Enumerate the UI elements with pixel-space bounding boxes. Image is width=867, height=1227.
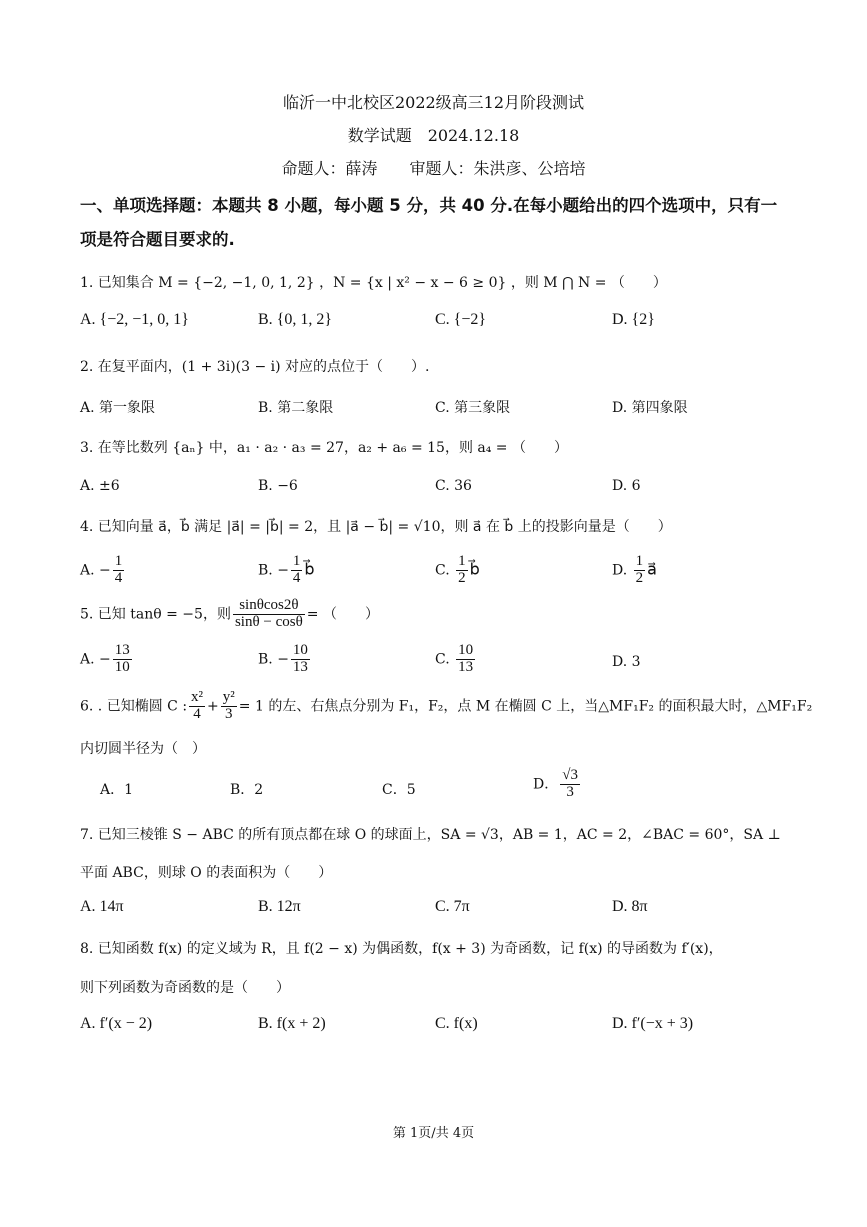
q4-option-b bbox=[258, 554, 315, 587]
q5-text-post: = （ ） bbox=[306, 606, 379, 623]
q5-text-pre: 5. 已知 tanθ = −5，则 bbox=[80, 606, 231, 623]
q7-option-a: A. 14π bbox=[80, 898, 124, 915]
question-5-text bbox=[80, 598, 379, 631]
q4-option-a-label: A. − bbox=[80, 562, 111, 579]
fraction-numerator: 13 bbox=[114, 642, 130, 658]
q6-option-a: A．1 bbox=[100, 782, 134, 798]
q1-option-b: B. {0, 1, 2} bbox=[258, 311, 333, 328]
exam-subtitle: 数学试题 2024.12.18 bbox=[347, 126, 520, 145]
q5-option-a-label: A. − bbox=[80, 651, 111, 668]
q4-option-c-label: C. bbox=[435, 562, 455, 579]
q3-option-d: D. 6 bbox=[612, 478, 641, 494]
fraction-numerator: 10 bbox=[292, 642, 308, 658]
q4-option-b-suffix: b⃗ bbox=[304, 561, 315, 579]
question-6-line2: 内切圆半径为（ ） bbox=[80, 741, 206, 757]
q4-option-a-fraction bbox=[113, 554, 125, 587]
fraction-numerator: 1 bbox=[292, 553, 301, 569]
question-7-line2: 平面 ABC，则球 O 的表面积为（ ） bbox=[80, 865, 333, 881]
question-6-text bbox=[80, 690, 812, 723]
q5-option-d: D. 3 bbox=[612, 654, 641, 670]
q4-option-d-suffix: a⃗ bbox=[647, 561, 657, 579]
fraction-numerator: 1 bbox=[635, 553, 644, 569]
fraction-numerator: 1 bbox=[458, 553, 466, 569]
fraction-denominator: 13 bbox=[292, 658, 308, 675]
q5-option-a-fraction bbox=[113, 643, 132, 676]
question-7-line1: 7. 已知三棱锥 S − ABC 的所有顶点都在球 O 的球面上，SA = √3，AB = 1，AC = 2，∠BAC = 60°，SA ⊥ bbox=[80, 827, 781, 843]
q6-text-post: = 1 的左、右焦点分别为 F₁，F₂，点 M 在椭圆 C 上，当△MF₁F₂ 的面积最大时，△MF₁F₂ bbox=[238, 698, 813, 715]
q4-option-d bbox=[612, 554, 657, 587]
fraction-denominator: 4 bbox=[292, 569, 301, 586]
fraction-denominator: 13 bbox=[458, 658, 474, 675]
exam-authors: 命题人：薛涛 审题人：朱洪彦、公培培 bbox=[281, 159, 586, 178]
page-number: 第 1页/共 4页 bbox=[392, 1126, 475, 1141]
question-4-text: 4. 已知向量 a⃗，b⃗ 满足 |a⃗| = |b⃗| = 2，且 |a⃗ − b⃗| = √10，则 a⃗ 在 b⃗ 上的投影向量是（ ） bbox=[80, 519, 672, 535]
q7-option-d: D. 8π bbox=[612, 898, 648, 915]
q4-option-b-fraction bbox=[291, 554, 303, 587]
q1-option-c: C. {−2} bbox=[435, 311, 487, 328]
fraction-denominator: 4 bbox=[114, 569, 123, 586]
q4-option-c-fraction bbox=[456, 554, 468, 587]
q5-option-c-fraction bbox=[456, 643, 475, 676]
fraction-denominator: 2 bbox=[635, 569, 644, 586]
q8-option-c: C. f(x) bbox=[435, 1015, 478, 1032]
question-2-text: 2. 在复平面内，(1 + 3i)(3 − i) 对应的点位于（ ）. bbox=[80, 359, 430, 375]
q8-option-a: A. f′(x − 2) bbox=[80, 1015, 153, 1032]
q1-option-a: A. {−2, −1, 0, 1} bbox=[80, 311, 189, 328]
q6-option-d-label: D． bbox=[533, 776, 559, 793]
q6-fraction-y bbox=[221, 690, 237, 723]
q5-option-b-label: B. − bbox=[258, 651, 289, 668]
q2-option-b: B. 第二象限 bbox=[258, 400, 334, 416]
q6-option-c: C．5 bbox=[382, 782, 416, 798]
fraction-numerator: 10 bbox=[458, 642, 474, 658]
exam-title: 临沂一中北校区2022级高三12月阶段测试 bbox=[282, 93, 585, 112]
q3-option-a: A. ±6 bbox=[80, 478, 120, 494]
q3-option-c: C. 36 bbox=[435, 478, 472, 494]
q6-option-b: B．2 bbox=[230, 782, 264, 798]
fraction-numerator: sinθcos2θ bbox=[239, 597, 299, 613]
fraction-numerator: 1 bbox=[114, 553, 123, 569]
question-8-line1: 8. 已知函数 f(x) 的定义域为 R，且 f(2 − x) 为偶函数，f(x + 3) 为奇函数，记 f(x) 的导函数为 f′(x)， bbox=[80, 941, 723, 957]
q4-option-d-fraction bbox=[634, 554, 646, 587]
fraction-denominator: 3 bbox=[560, 784, 580, 801]
q2-option-a: A. 第一象限 bbox=[80, 400, 156, 416]
fraction-denominator: sinθ − cosθ bbox=[234, 613, 303, 630]
q6-option-d-fraction bbox=[560, 768, 580, 801]
fraction-denominator: 10 bbox=[114, 658, 130, 675]
fraction-denominator: 2 bbox=[458, 569, 466, 586]
q5-fraction bbox=[233, 598, 305, 631]
q5-option-b-fraction bbox=[291, 643, 310, 676]
q5-option-a bbox=[80, 643, 134, 676]
q5-option-b bbox=[258, 643, 312, 676]
question-3-text: 3. 在等比数列 {aₙ} 中，a₁ · a₂ · a₃ = 27，a₂ + a₆ = 15，则 a₄ = （ ） bbox=[80, 440, 568, 456]
fraction-denominator: 3 bbox=[221, 706, 237, 723]
q4-option-c bbox=[435, 554, 480, 587]
q7-option-c: C. 7π bbox=[435, 898, 470, 915]
q7-option-b: B. 12π bbox=[258, 898, 301, 915]
fraction-numerator: √3 bbox=[562, 767, 578, 783]
q4-option-a bbox=[80, 554, 126, 587]
q6-text-pre: 6. . 已知椭圆 C : bbox=[80, 698, 188, 715]
question-1-text: 1. 已知集合 M = {−2, −1, 0, 1, 2} ，N = {x | x² − x − 6 ≥ 0} ，则 M ⋂ N = （ ） bbox=[80, 275, 667, 291]
q8-option-b: B. f(x + 2) bbox=[258, 1015, 326, 1032]
fraction-numerator: x² bbox=[191, 689, 204, 705]
section-heading-line2: 项是符合题目要求的. bbox=[80, 230, 235, 249]
q5-option-c-label: C. bbox=[435, 651, 455, 668]
q2-option-c: C. 第三象限 bbox=[435, 400, 511, 416]
fraction-denominator: 4 bbox=[189, 706, 205, 723]
section-heading-line1: 一、单项选择题：本题共 8 小题，每小题 5 分，共 40 分.在每小题给出的四个选项中，只有一 bbox=[80, 196, 778, 215]
q4-option-c-suffix: b⃗ bbox=[469, 561, 480, 579]
q6-plus: + bbox=[207, 698, 219, 715]
question-8-line2: 则下列函数为奇函数的是（ ） bbox=[80, 980, 290, 996]
fraction-numerator: y² bbox=[222, 689, 235, 705]
q8-option-d: D. f′(−x + 3) bbox=[612, 1015, 694, 1032]
q4-option-d-label: D. bbox=[612, 562, 632, 579]
q6-option-d bbox=[533, 768, 582, 801]
q5-option-c bbox=[435, 643, 477, 676]
q6-fraction-x bbox=[189, 690, 205, 723]
q3-option-b: B. −6 bbox=[258, 478, 298, 494]
q4-option-b-label: B. − bbox=[258, 562, 289, 579]
q1-option-d: D. {2} bbox=[612, 311, 655, 328]
q2-option-d: D. 第四象限 bbox=[612, 400, 688, 416]
